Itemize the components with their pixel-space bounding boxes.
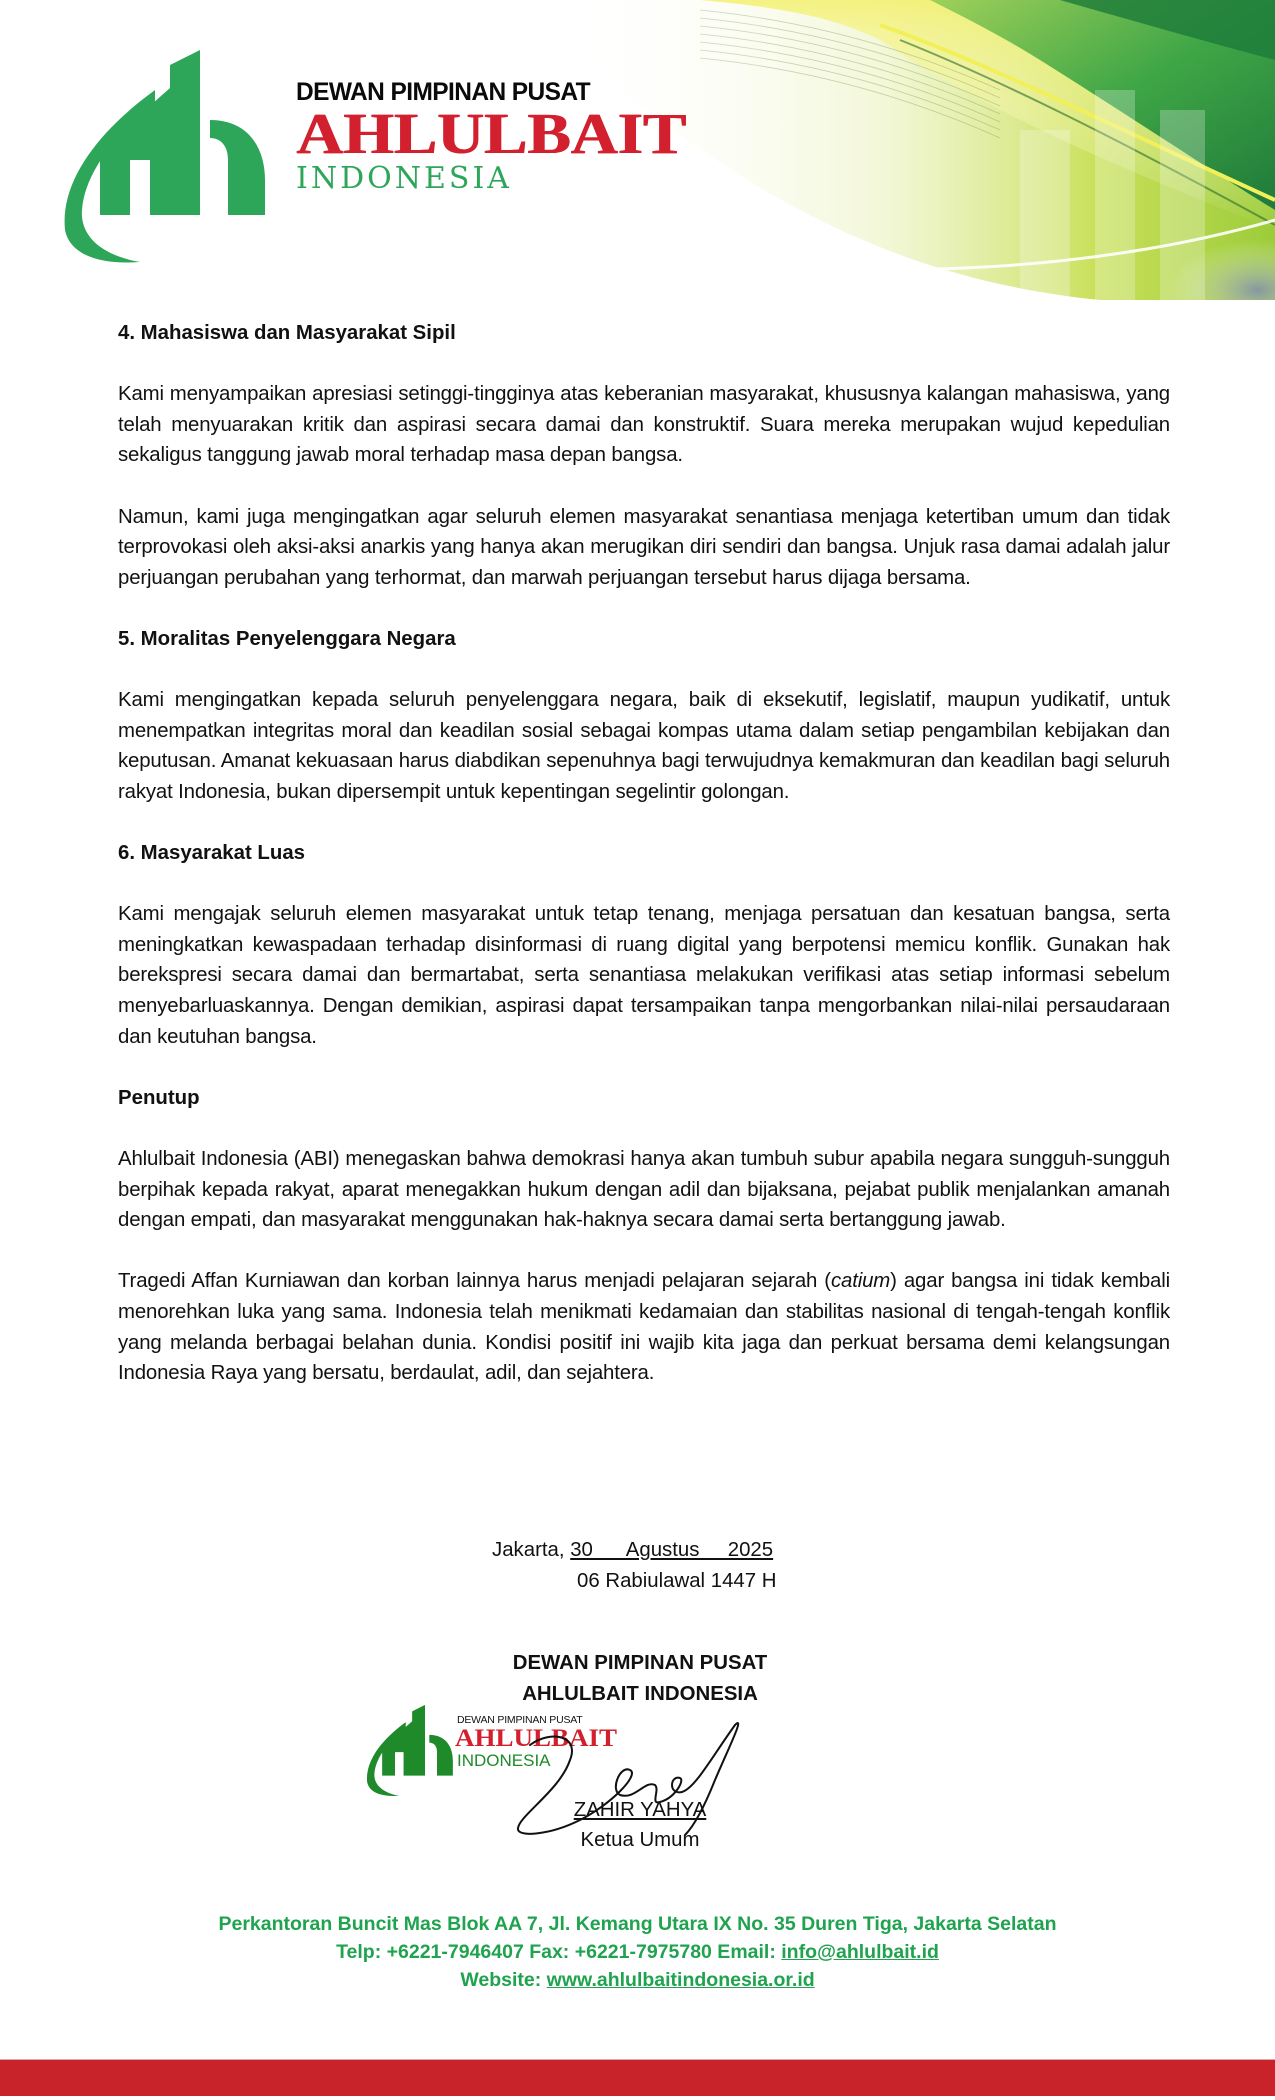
letterhead-org-country: INDONESIA <box>296 161 512 197</box>
letterhead-org-name: AHLULBAIT <box>296 101 686 166</box>
letterhead-org-unit: DEWAN PIMPINAN PUSAT <box>296 78 591 106</box>
closing-text-after: ) agar bangsa ini tidak kembali menorehkan luka yang sama. Indonesia telah menikmati kedamaian dan stabilitas nasional di tengah-tengah konflik yang melanda berbagai belahan dunia. Kondisi positif ini wajib kita jaga dan perkuat bersama demi kelangsungan Indonesia Raya yang bersatu, berdaulat, adil, dan sejahtera. <box>118 1270 1170 1385</box>
letter-body <box>118 318 1170 1419</box>
footer-address: Perkantoran Buncit Mas Blok AA 7, Jl. Kemang Utara IX No. 35 Duren Tiga, Jakarta Selatan <box>218 1913 1057 1935</box>
paragraph: Kami mengajak seluruh elemen masyarakat untuk tetap tenang, menjaga persatuan dan kesatuan bangsa, serta meningkatkan kewaspadaan terhadap disinformasi di ruang digital yang berpotensi memicu konflik. Gunakan hak berekspresi secara damai dan bermartabat, serta senantiasa melakukan verifikasi atas setiap informasi sebelum menyebarluaskannya. Dengan demikian, aspirasi dapat tersampaikan tanpa mengorbankan nilai-nilai persaudaraan dan keutuhan bangsa. <box>118 903 1170 1048</box>
letterhead <box>0 0 1275 300</box>
letterhead-footer <box>0 1910 1275 1994</box>
paragraph: Namun, kami juga mengingatkan agar seluruh elemen masyarakat senantiasa menjaga ketertiban umum dan tidak terprovokasi oleh aksi-aksi anarkis yang hanya akan merugikan diri sendiri dan bangsa. Unjuk rasa damai adalah jalur perjuangan perubahan yang terhormat, dan marwah perjuangan tersebut harus dijaga bersama. <box>118 505 1170 589</box>
footer-red-bar <box>0 2059 1275 2096</box>
ahlulbait-logo-icon <box>60 50 270 265</box>
footer-website: Website: www.ahlulbaitindonesia.or.id <box>460 1969 815 1991</box>
section-heading: 6. Masyarakat Luas <box>118 842 306 865</box>
closing-paragraph <box>118 1266 1170 1388</box>
ahlulbait-stamp-logo-icon <box>365 1700 455 1802</box>
stamp-org-country: INDONESIA <box>457 1751 551 1770</box>
closing-text-before: Tragedi Affan Kurniawan dan korban lainnya harus menjadi pelajaran sejarah ( <box>118 1270 831 1293</box>
footer-email-link[interactable]: info@ahlulbait.id <box>781 1941 939 1963</box>
footer-contact: Telp: +6221-7946407 Fax: +6221-7975780 Email: info@ahlulbait.id <box>336 1941 939 1963</box>
date-gregorian: 30 Agustus 2025 <box>570 1539 774 1561</box>
signatory-name: ZAHIR YAHYA <box>573 1799 707 1821</box>
date-place: Jakarta, <box>492 1539 571 1561</box>
signatory-org-line2: AHLULBAIT INDONESIA <box>522 1682 758 1705</box>
paragraph: Kami menyampaikan apresiasi setinggi-tingginya atas keberanian masyarakat, khususnya kalangan mahasiswa, yang telah menyuarakan kritik dan aspirasi secara damai dan konstruktif. Suara mereka merupakan wujud kepedulian sekaligus tanggung jawab moral terhadap masa depan bangsa. <box>118 383 1170 467</box>
stamp-org-name: AHLULBAIT <box>455 1725 618 1752</box>
date-hijri: 06 Rabiulawal 1447 H <box>577 1569 777 1592</box>
closing-text-italic: catium <box>830 1270 891 1293</box>
paragraph: Ahlulbait Indonesia (ABI) menegaskan bahwa demokrasi hanya akan tumbuh subur apabila negara sungguh-sungguh berpihak kepada rakyat, aparat menegakkan hukum dengan adil dan bijaksana, pejabat publik menjalankan amanah dengan empati, dan masyarakat menggunakan hak-haknya secara damai serta bertanggung jawab. <box>118 1148 1170 1232</box>
date-block <box>492 1535 777 1592</box>
paragraph: Kami mengingatkan kepada seluruh penyelenggara negara, baik di eksekutif, legislatif, maupun yudikatif, untuk menempatkan integritas moral dan keadilan sosial sebagai kompas utama dalam setiap pengambilan kebijakan dan keputusan. Amanat kekuasaan harus diabdikan sepenuhnya bagi terwujudnya kemakmuran dan keadilan bagi seluruh rakyat Indonesia, bukan dipersempit untuk kepentingan segelintir golongan. <box>118 689 1170 803</box>
letterhead-brand <box>296 78 686 197</box>
section-heading: 5. Moralitas Penyelenggara Negara <box>118 627 456 650</box>
footer-website-link[interactable]: www.ahlulbaitindonesia.or.id <box>546 1969 815 1991</box>
signatory-org-line1: DEWAN PIMPINAN PUSAT <box>512 1652 768 1674</box>
section-heading: Penutup <box>118 1086 200 1109</box>
stamp-org-unit: DEWAN PIMPINAN PUSAT <box>457 1714 583 1726</box>
signatory-role: Ketua Umum <box>580 1829 700 1851</box>
section-heading: 4. Mahasiswa dan Masyarakat Sipil <box>118 322 456 344</box>
